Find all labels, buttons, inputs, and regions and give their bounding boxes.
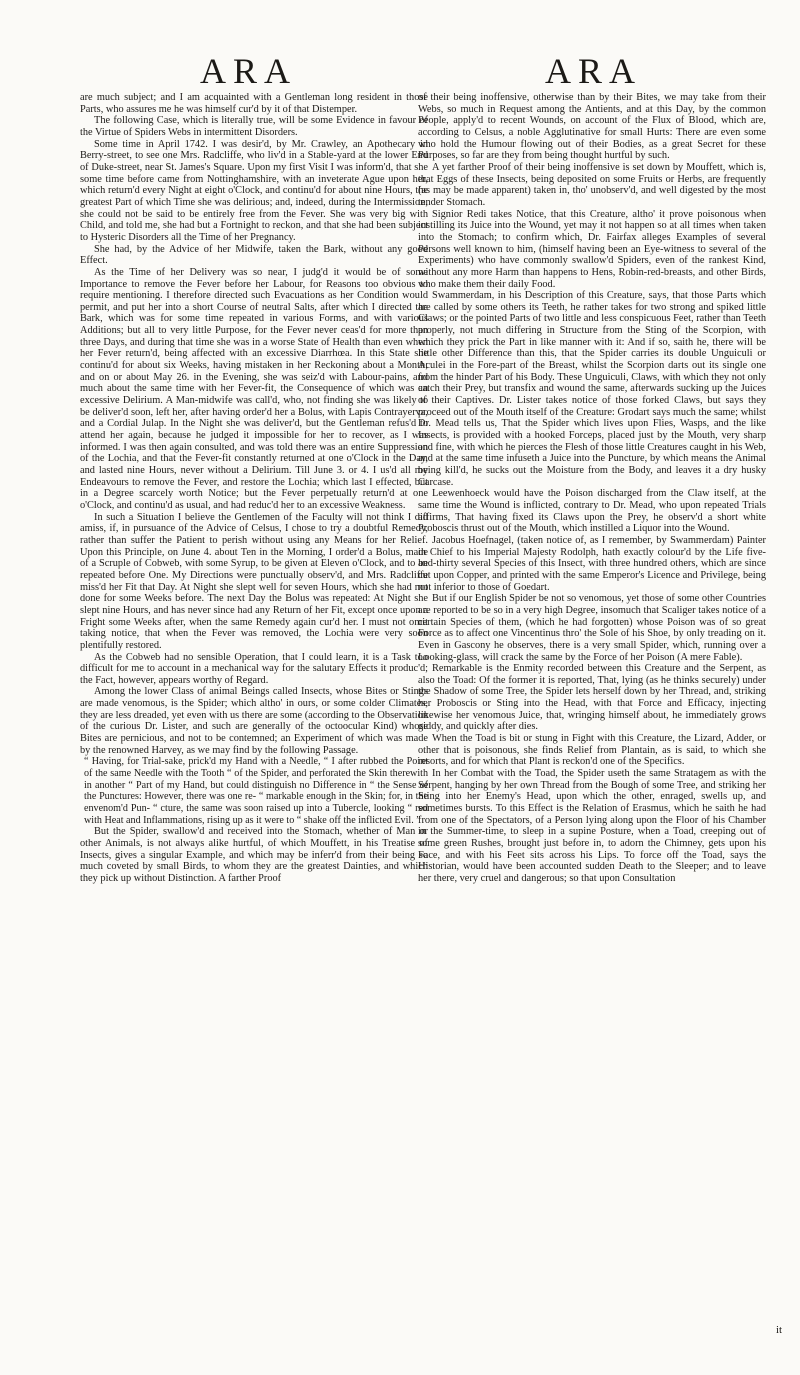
running-head-right: ARA xyxy=(545,51,643,91)
paragraph: Swammerdam, in his Description of this Creature, says, that those Parts which are called by some others its Teeth, he rather takes for two strong and spiked little Claws; or the pointed Parts of two little and less conspicuous Feet, rather than Teeth properly, not much differing in Structure from the Sting of the Scorpion, with which they prick the Part in like manner with it: And if so, saith he, there will be little other Difference than this, that the Spider carries its double Unguiculi or Aculei in the Fore-part of the Breast, whilst the Scorpion darts out its single one from the hinder Part of his Body. These Unguiculi, Claws, with which they not only catch their Prey, but transfix and wound the same, afterwards sucking up the Juices of their Captives. Dr. Lister takes notice of those forked Claws, but says they proceed out of the Mouth itself of the Creature: Grodart says much the same; whilst Dr. Mead tells us, That the Spider which lives upon Flies, Wasps, and the like Insects, is provided with a hooked Forceps, placed just by the Mouth, very sharp and fine, with which he pierces the Flesh of those little Creatures caught in his Web, and at the same time infuseth a Juice into the Puncture, by which means the Animal being kill'd, he sucks out the Moisture from the Body, and leaves it a dry husky Carcase. xyxy=(418,290,766,488)
paragraph: When the Toad is bit or stung in Fight with this Creature, the Lizard, Adder, or other that is poisonous, she finds Relief from Plantain, as is said, to which she resorts, and for which that Plant is reckon'd one of the Specifics. xyxy=(418,733,766,768)
right-column xyxy=(418,92,766,885)
paragraph: are much subject; and I am acquainted with a Gentleman long resident in those Parts, who assures me he was himself cur'd by it of that Distemper. xyxy=(80,92,428,115)
catchword: it xyxy=(776,1324,783,1336)
paragraph: The following Case, which is literally true, will be some Evidence in favour of the Virtue of Spiders Webs in intermittent Disorders. xyxy=(80,115,428,138)
paragraph: of their being inoffensive, otherwise than by their Bites, we may take from their Webs, so much in Request among the Antients, and at this Day, by the common People, apply'd to recent Wounds, on account of the Flux of Blood, which are, according to Celsus, a noble Agglutinative for small Hurts: There are even some who hold the Humour flowing out of their Bodies, as a great Secret for these Purposes, so far are they from being thought hurtful by such. xyxy=(418,92,766,162)
paragraph: Signior Redi takes Notice, that this Creature, altho' it prove poisonous when instilling its Juice into the Wound, yet may it not happen so at all times when taken into the Stomach; to confirm which, Dr. Fairfax alleges Examples of several Persons well known to him, (himself having been an Eye-witness to several of the Experiments) who have commonly swallow'd Spiders, even of the rankest Kind, without any more Harm than happens to Hens, Robin-red-breasts, and other Birds, who make them their daily Food. xyxy=(418,208,766,290)
paragraph: As the Time of her Delivery was so near, I judg'd it would be of some Importance to remove the Fever before her Labour, for Reasons too obvious to require mentioning. I therefore directed such Evacuations as her Condition would permit, and put her into a short Course of neutral Salts, after which I directed the Bark, which was for some time repeated in various Forms, and with various Additions; but all to very little Purpose, for the Fever never ceas'd for more than three Days, and during that time she was in a worse State of Health than even when her Fever return'd, being affected with an excessive Diarrhœa. In this State she continu'd for about six Weeks, having mistaken in her Reckoning about a Month; and on or about May 26. in the Evening, she was seiz'd with Labour-pains, and much about the same time with her Fever-fit, the Consequence of which was an excessive Delirium. A Man-midwife was call'd, who, not finding she was likely to be deliver'd soon, left her, after having order'd her a Bolus, with Lapis Contrayerva, and a Cordial Julap. In the Night she was deliver'd, but the Gentleman refus'd to attend her again, because he judged it impossible for her to recover, as I was informed. I was then again consulted, and was told there was an entire Suppression of the Lochia, and that the Fever-fit constantly returned at one o'Clock in the Day, and lasted nine Hours, never without a Delirium. Till June 3. or 4. I us'd all my Endeavours to remove the Fever, and restore the Lochia; which last I effected, but in a Degree scarcely worth Notice; but the Fever perpetually return'd at one o'Clock, and continu'd as usual, and had reduc'd her to an excessive Weakness. xyxy=(80,266,428,511)
paragraph: In such a Situation I believe the Gentlemen of the Faculty will not think I did amiss, if, in pursuance of the Advice of Celsus, I chose to try a doubtful Remedy, rather than suffer the Patient to perish without using any Means for her Relief. Upon this Principle, on June 4. about Ten in the Morning, I order'd a Bolus, made of a Scruple of Cobweb, with some Syrup, to be given at Eleven o'Clock, and to be repeated before One. My Directions were punctually observ'd, and Mrs. Radcliffe miss'd her Fit that Day. At Night she slept well for seven Hours, which she had not done for some Weeks before. The next Day the Bolus was repeated: At Night she slept nine Hours, and has never since had any Return of her Fit, except once upon a Fright some Weeks after, when the same Remedy again cur'd her. I must not omit taking notice, that when the Fever was removed, the Lochia were very soon plentifully restored. xyxy=(80,511,428,651)
paragraph: But if our English Spider be not so venomous, yet those of some other Countries are reported to be so in a very high Degree, insomuch that Scaliger takes notice of a certain Species of them, (which he had forgotten) whose Poison was of so great Force as to affect one Vincentinus thro' the Sole of his Shoe, by only treading on it. Even in Gascony he observes, there is a very small Spider, which, running over a Looking-glass, will crack the same by the Force of her Poison (A mere Fable). xyxy=(418,593,766,663)
paragraph: She had, by the Advice of her Midwife, taken the Bark, without any good Effect. xyxy=(80,243,428,267)
page-header xyxy=(0,50,800,90)
paragraph: A yet farther Proof of their being inoffensive is set down by Mouffett, which is, that Eggs of these Insects, being deposited on some Fruits or Herbs, are frequently (as may be made apparent) taken in, tho' unobserv'd, and well digested by the most tender Stomach. xyxy=(418,161,766,208)
running-head-left: ARA xyxy=(200,51,298,91)
left-column xyxy=(80,92,428,885)
paragraph: But the Spider, swallow'd and received into the Stomach, whether of Man or other Animals, is not always alike hurtful, of which Mouffett, in his Treatise of Insects, gives a singular Example, and which may be inferr'd from their being so much coveted by small Birds, to whom they are the greatest Dainties, and which they pick up without Distinction. A farther Proof xyxy=(80,826,428,884)
paragraph: Jacobus Hoefnagel, (taken notice of, as I remember, by Swammerdam) Painter in Chief to his Imperial Majesty Rodolph, hath exactly colour'd by the Life five-and-thirty several Species of this Insect, with three hundred others, which are since cut upon Copper, and printed with the same Emperor's Licence and Privilege, being not inferior to those of Goedart. xyxy=(418,534,766,593)
paragraph: Among the lower Class of animal Beings called Insects, whose Bites or Stings are made venomous, is the Spider; which altho' in ours, or some colder Climates, they are less dreaded, yet even with us there are some (according to the Observation of the curious Dr. Lister, and such are generally of the octoocular Kind) whose Bites are pernicious, and not to be contemned; an Experiment of which was made by the renowned Harvey, as we may find by the following Passage. xyxy=(80,686,428,756)
paragraph: Leewenhoeck would have the Poison discharged from the Claw itself, at the same time the Wound is inflicted, contrary to Dr. Mead, who upon repeated Trials affirms, That having fixed its Claws upon the Prey, he observ'd a short white Proboscis thrust out of the Mouth, which instilled a Liquor into the Wound. xyxy=(418,488,766,535)
paragraph: Remarkable is the Enmity recorded between this Creature and the Serpent, as also the Toad: Of the former it is reported, That, lying (as he thinks securely) under the Shadow of some Tree, the Spider lets herself down by her Thread, and, striking her Proboscis or Sting into the Head, with that Force and Efficacy, injecting likewise her venomous Juice, that, wringing himself about, he immediately grows giddy, and quickly after dies. xyxy=(418,663,766,733)
quotation: “ Having, for Trial-sake, prick'd my Hand with a Needle, “ I after rubbed the Point of the same Needle with the Tooth “ of the Spider, and perforated the Skin therewith in another “ Part of my Hand, but could distinguish no Difference in “ the Sense of the Punctures: However, there was one re- “ markable enough in the Skin; for, in the envenom'd Pun- “ cture, the same was soon raised up into a Tubercle, looking “ red with Heat and Inflammations, rising up as it were to “ shake off the inflicted Evil. ” xyxy=(84,756,428,826)
paragraph: In her Combat with the Toad, the Spider useth the same Stratagem as with the Serpent, hanging by her own Thread from the Bough of some Tree, and striking her Sting into her Enemy's Head, upon which the other, enraged, swells up, and sometimes bursts. To this Effect is the Relation of Erasmus, which he saith he had from one of the Spectators, of a Person lying along upon the Floor of his Chamber in the Summer-time, to sleep in a supine Posture, when a Toad, creeping out of some green Rushes, brought just before in, to adorn the Chimney, gets upon his Face, and with his Feet sits across his Lips. To force off the Toad, says the Historian, would have been accounted sudden Death to the Sleeper; and to leave her there, very cruel and dangerous; so that upon Consultation xyxy=(418,768,766,884)
paragraph: Some time in April 1742. I was desir'd, by Mr. Crawley, an Apothecary in Berry-street, to see one Mrs. Radcliffe, who liv'd in a Stable-yard at the lower End of Duke-street, near St. James's Square. Upon my first Visit I was inform'd, that she some time before came from Nottinghamshire, with an inveterate Ague upon her, which return'd every Night at eight o'Clock, and continu'd for about nine Hours, the greatest Part of which Time she was delirious; and, indeed, during the Intermission, she could not be said to be entirely free from the Fever. She was very big with Child, and told me, she had but a Fortnight to reckon, and that she had been subject to Hysteric Disorders all the Time of her Pregnancy. xyxy=(80,138,428,243)
paragraph: As the Cobweb had no sensible Operation, that I could learn, it is a Task too difficult for me to account in a mechanical way for the salutary Effects it produc'd; the Fact, however, appears worthy of Regard. xyxy=(80,651,428,686)
